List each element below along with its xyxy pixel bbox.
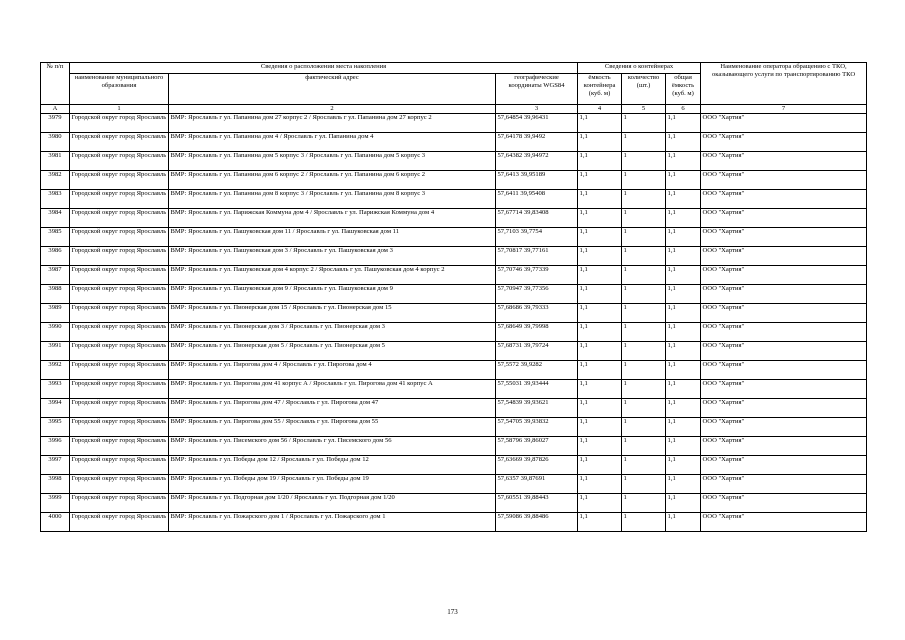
- column-number: 4: [578, 105, 622, 114]
- column-number: 2: [169, 105, 496, 114]
- quantity-cell: 1: [622, 418, 666, 437]
- table-row: [41, 152, 867, 171]
- header-operator: Наименование оператора обращению с ТКО, оказывающего услуги по транспортированию ТКО: [701, 63, 867, 105]
- coords-cell: 57,60551 39,88443: [496, 494, 578, 513]
- municipality-cell: Городской округ город Ярославль: [70, 266, 169, 285]
- registry-table: [40, 62, 867, 532]
- table-row: [41, 266, 867, 285]
- column-number: 1: [70, 105, 169, 114]
- row-number: 3994: [41, 399, 70, 418]
- coords-cell: 57,64382 39,94972: [496, 152, 578, 171]
- table-row: [41, 475, 867, 494]
- row-number: 3984: [41, 209, 70, 228]
- coords-cell: 57,59086 39,88486: [496, 513, 578, 532]
- operator-cell: ООО "Хартия": [701, 285, 867, 304]
- quantity-cell: 1: [622, 513, 666, 532]
- capacity-cell: 1,1: [578, 228, 622, 247]
- municipality-cell: Городской округ город Ярославль: [70, 494, 169, 513]
- address-cell: ВМР: Ярославль г ул. Пионерская дом 5 / Ярославль г ул. Пионерская дом 5: [169, 342, 496, 361]
- quantity-cell: 1: [622, 209, 666, 228]
- quantity-cell: 1: [622, 152, 666, 171]
- row-number: 3986: [41, 247, 70, 266]
- quantity-cell: 1: [622, 133, 666, 152]
- capacity-cell: 1,1: [578, 152, 622, 171]
- municipality-cell: Городской округ город Ярославль: [70, 114, 169, 133]
- address-cell: ВМР: Ярославль г ул. Парижская Коммуна дом 4 / Ярославль г ул. Парижская Коммуна дом 4: [169, 209, 496, 228]
- total-cell: 1,1: [666, 399, 701, 418]
- row-number: 3996: [41, 437, 70, 456]
- address-cell: ВМР: Ярославль г ул. Писемского дом 56 / Ярославль г ул. Писемского дом 56: [169, 437, 496, 456]
- quantity-cell: 1: [622, 361, 666, 380]
- capacity-cell: 1,1: [578, 285, 622, 304]
- row-number: 3992: [41, 361, 70, 380]
- quantity-cell: 1: [622, 494, 666, 513]
- coords-cell: 57,55031 39,93444: [496, 380, 578, 399]
- address-cell: ВМР: Ярославль г ул. Подгорная дом 1/20 / Ярославль г ул. Подгорная дом 1/20: [169, 494, 496, 513]
- table-row: [41, 513, 867, 532]
- quantity-cell: 1: [622, 247, 666, 266]
- table-row: [41, 418, 867, 437]
- operator-cell: ООО "Хартия": [701, 437, 867, 456]
- capacity-cell: 1,1: [578, 209, 622, 228]
- municipality-cell: Городской округ город Ярославль: [70, 285, 169, 304]
- table-row: [41, 342, 867, 361]
- coords-cell: 57,63669 39,87826: [496, 456, 578, 475]
- coords-cell: 57,7103 39,7754: [496, 228, 578, 247]
- capacity-cell: 1,1: [578, 418, 622, 437]
- coords-cell: 57,54705 39,93832: [496, 418, 578, 437]
- total-cell: 1,1: [666, 171, 701, 190]
- header-location-group: Сведения о расположении места накопления: [70, 63, 578, 74]
- capacity-cell: 1,1: [578, 304, 622, 323]
- municipality-cell: Городской округ город Ярославль: [70, 342, 169, 361]
- row-number: 3991: [41, 342, 70, 361]
- municipality-cell: Городской округ город Ярославль: [70, 361, 169, 380]
- table-row: [41, 209, 867, 228]
- capacity-cell: 1,1: [578, 437, 622, 456]
- operator-cell: ООО "Хартия": [701, 494, 867, 513]
- table-row: [41, 304, 867, 323]
- capacity-cell: 1,1: [578, 380, 622, 399]
- table-row: [41, 380, 867, 399]
- capacity-cell: 1,1: [578, 513, 622, 532]
- capacity-cell: 1,1: [578, 456, 622, 475]
- column-number-row: [41, 105, 867, 114]
- row-number: 3981: [41, 152, 70, 171]
- address-cell: ВМР: Ярославль г ул. Пашуковская дом 11 / Ярославль г ул. Пашуковская дом 11: [169, 228, 496, 247]
- header-num: № п/п: [41, 63, 70, 105]
- municipality-cell: Городской округ город Ярославль: [70, 418, 169, 437]
- column-number: 5: [622, 105, 666, 114]
- address-cell: ВМР: Ярославль г ул. Папанина дом 8 корпус 3 / Ярославль г ул. Папанина дом 8 корпус 3: [169, 190, 496, 209]
- total-cell: 1,1: [666, 456, 701, 475]
- table-row: [41, 247, 867, 266]
- operator-cell: ООО "Хартия": [701, 361, 867, 380]
- header-capacity: ёмкость контейнера (куб. м): [578, 74, 622, 105]
- total-cell: 1,1: [666, 152, 701, 171]
- capacity-cell: 1,1: [578, 361, 622, 380]
- operator-cell: ООО "Хартия": [701, 114, 867, 133]
- operator-cell: ООО "Хартия": [701, 513, 867, 532]
- header-municipality: наименование муниципального образования: [70, 74, 169, 105]
- capacity-cell: 1,1: [578, 399, 622, 418]
- address-cell: ВМР: Ярославль г ул. Победы дом 12 / Ярославль г ул. Победы дом 12: [169, 456, 496, 475]
- total-cell: 1,1: [666, 437, 701, 456]
- total-cell: 1,1: [666, 342, 701, 361]
- total-cell: 1,1: [666, 247, 701, 266]
- table-row: [41, 228, 867, 247]
- address-cell: ВМР: Ярославль г ул. Пирогова дом 41 корпус А / Ярославль г ул. Пирогова дом 41 корпус А: [169, 380, 496, 399]
- operator-cell: ООО "Хартия": [701, 190, 867, 209]
- row-number: 3987: [41, 266, 70, 285]
- total-cell: 1,1: [666, 133, 701, 152]
- total-cell: 1,1: [666, 361, 701, 380]
- row-number: 3985: [41, 228, 70, 247]
- total-cell: 1,1: [666, 209, 701, 228]
- coords-cell: 57,6413 39,95189: [496, 171, 578, 190]
- coords-cell: 57,68731 39,79724: [496, 342, 578, 361]
- capacity-cell: 1,1: [578, 494, 622, 513]
- total-cell: 1,1: [666, 418, 701, 437]
- quantity-cell: 1: [622, 228, 666, 247]
- capacity-cell: 1,1: [578, 114, 622, 133]
- total-cell: 1,1: [666, 513, 701, 532]
- total-cell: 1,1: [666, 285, 701, 304]
- row-number: 3979: [41, 114, 70, 133]
- address-cell: ВМР: Ярославль г ул. Папанина дом 4 / Ярославль г ул. Папанина дом 4: [169, 133, 496, 152]
- operator-cell: ООО "Хартия": [701, 380, 867, 399]
- municipality-cell: Городской округ город Ярославль: [70, 456, 169, 475]
- row-number: 3990: [41, 323, 70, 342]
- coords-cell: 57,68686 39,79333: [496, 304, 578, 323]
- operator-cell: ООО "Хартия": [701, 418, 867, 437]
- operator-cell: ООО "Хартия": [701, 342, 867, 361]
- coords-cell: 57,5572 39,9282: [496, 361, 578, 380]
- operator-cell: ООО "Хартия": [701, 228, 867, 247]
- municipality-cell: Городской округ город Ярославль: [70, 152, 169, 171]
- total-cell: 1,1: [666, 304, 701, 323]
- operator-cell: ООО "Хартия": [701, 171, 867, 190]
- quantity-cell: 1: [622, 342, 666, 361]
- address-cell: ВМР: Ярославль г ул. Пашуковская дом 9 / Ярославль г ул. Пашуковская дом 9: [169, 285, 496, 304]
- table-row: [41, 190, 867, 209]
- quantity-cell: 1: [622, 323, 666, 342]
- column-number: A: [41, 105, 70, 114]
- municipality-cell: Городской округ город Ярославль: [70, 399, 169, 418]
- municipality-cell: Городской округ город Ярославль: [70, 209, 169, 228]
- table-row: [41, 494, 867, 513]
- quantity-cell: 1: [622, 399, 666, 418]
- operator-cell: ООО "Хартия": [701, 323, 867, 342]
- table-row: [41, 171, 867, 190]
- address-cell: ВМР: Ярославль г ул. Папанина дом 27 корпус 2 / Ярославль г ул. Папанина дом 27 корпус 2: [169, 114, 496, 133]
- coords-cell: 57,67714 39,83408: [496, 209, 578, 228]
- table-row: [41, 285, 867, 304]
- operator-cell: ООО "Хартия": [701, 266, 867, 285]
- quantity-cell: 1: [622, 437, 666, 456]
- quantity-cell: 1: [622, 171, 666, 190]
- quantity-cell: 1: [622, 456, 666, 475]
- total-cell: 1,1: [666, 475, 701, 494]
- page-number: 173: [447, 608, 458, 616]
- coords-cell: 57,64854 39,96431: [496, 114, 578, 133]
- operator-cell: ООО "Хартия": [701, 456, 867, 475]
- coords-cell: 57,64178 39,9492: [496, 133, 578, 152]
- operator-cell: ООО "Хартия": [701, 247, 867, 266]
- quantity-cell: 1: [622, 114, 666, 133]
- row-number: 3983: [41, 190, 70, 209]
- row-number: 3980: [41, 133, 70, 152]
- column-number: 7: [701, 105, 867, 114]
- capacity-cell: 1,1: [578, 323, 622, 342]
- capacity-cell: 1,1: [578, 266, 622, 285]
- row-number: 3998: [41, 475, 70, 494]
- table-row: [41, 323, 867, 342]
- coords-cell: 57,54839 39,93621: [496, 399, 578, 418]
- table-row: [41, 399, 867, 418]
- coords-cell: 57,68649 39,79998: [496, 323, 578, 342]
- table-row: [41, 361, 867, 380]
- municipality-cell: Городской округ город Ярославль: [70, 437, 169, 456]
- coords-cell: 57,58796 39,86027: [496, 437, 578, 456]
- header-containers-group: Сведения о контейнерах: [578, 63, 701, 74]
- municipality-cell: Городской округ город Ярославль: [70, 475, 169, 494]
- header-total: общая ёмкость (куб. м): [666, 74, 701, 105]
- table-row: [41, 456, 867, 475]
- municipality-cell: Городской округ город Ярославль: [70, 228, 169, 247]
- total-cell: 1,1: [666, 190, 701, 209]
- capacity-cell: 1,1: [578, 342, 622, 361]
- quantity-cell: 1: [622, 380, 666, 399]
- quantity-cell: 1: [622, 190, 666, 209]
- coords-cell: 57,70817 39,77161: [496, 247, 578, 266]
- capacity-cell: 1,1: [578, 247, 622, 266]
- coords-cell: 57,6357 39,87691: [496, 475, 578, 494]
- capacity-cell: 1,1: [578, 190, 622, 209]
- row-number: 3982: [41, 171, 70, 190]
- municipality-cell: Городской округ город Ярославль: [70, 513, 169, 532]
- table-row: [41, 114, 867, 133]
- quantity-cell: 1: [622, 266, 666, 285]
- total-cell: 1,1: [666, 323, 701, 342]
- address-cell: ВМР: Ярославль г ул. Папанина дом 5 корпус 3 / Ярославль г ул. Папанина дом 5 корпус 3: [169, 152, 496, 171]
- total-cell: 1,1: [666, 266, 701, 285]
- address-cell: ВМР: Ярославль г ул. Победы дом 19 / Ярославль г ул. Победы дом 19: [169, 475, 496, 494]
- municipality-cell: Городской округ город Ярославль: [70, 380, 169, 399]
- address-cell: ВМР: Ярославль г ул. Пирогова дом 4 / Ярославль г ул. Пирогова дом 4: [169, 361, 496, 380]
- header-address: фактический адрес: [169, 74, 496, 105]
- header-coords: географические координаты WGS84: [496, 74, 578, 105]
- row-number: 3989: [41, 304, 70, 323]
- row-number: 3993: [41, 380, 70, 399]
- row-number: 4000: [41, 513, 70, 532]
- municipality-cell: Городской округ город Ярославль: [70, 304, 169, 323]
- table-row: [41, 133, 867, 152]
- quantity-cell: 1: [622, 304, 666, 323]
- municipality-cell: Городской округ город Ярославль: [70, 323, 169, 342]
- coords-cell: 57,70947 39,77356: [496, 285, 578, 304]
- coords-cell: 57,70746 39,77339: [496, 266, 578, 285]
- capacity-cell: 1,1: [578, 475, 622, 494]
- municipality-cell: Городской округ город Ярославль: [70, 171, 169, 190]
- table-body: [41, 114, 867, 532]
- municipality-cell: Городской округ город Ярославль: [70, 190, 169, 209]
- row-number: 3999: [41, 494, 70, 513]
- operator-cell: ООО "Хартия": [701, 475, 867, 494]
- column-number: 6: [666, 105, 701, 114]
- row-number: 3997: [41, 456, 70, 475]
- coords-cell: 57,6411 39,95408: [496, 190, 578, 209]
- address-cell: ВМР: Ярославль г ул. Пирогова дом 55 / Ярославль г ул. Пирогова дом 55: [169, 418, 496, 437]
- operator-cell: ООО "Хартия": [701, 304, 867, 323]
- row-number: 3988: [41, 285, 70, 304]
- header-quantity: количество (шт.): [622, 74, 666, 105]
- total-cell: 1,1: [666, 228, 701, 247]
- column-number: 3: [496, 105, 578, 114]
- capacity-cell: 1,1: [578, 133, 622, 152]
- table-header: [41, 63, 867, 114]
- table-row: [41, 437, 867, 456]
- row-number: 3995: [41, 418, 70, 437]
- municipality-cell: Городской округ город Ярославль: [70, 247, 169, 266]
- address-cell: ВМР: Ярославль г ул. Пашуковская дом 3 / Ярославль г ул. Пашуковская дом 3: [169, 247, 496, 266]
- address-cell: ВМР: Ярославль г ул. Пионерская дом 3 / Ярославль г ул. Пионерская дом 3: [169, 323, 496, 342]
- operator-cell: ООО "Хартия": [701, 209, 867, 228]
- total-cell: 1,1: [666, 114, 701, 133]
- address-cell: ВМР: Ярославль г ул. Папанина дом 6 корпус 2 / Ярославль г ул. Папанина дом 6 корпус 2: [169, 171, 496, 190]
- total-cell: 1,1: [666, 494, 701, 513]
- address-cell: ВМР: Ярославль г ул. Пирогова дом 47 / Ярославль г ул. Пирогова дом 47: [169, 399, 496, 418]
- address-cell: ВМР: Ярославль г ул. Пашуковская дом 4 корпус 2 / Ярославль г ул. Пашуковская дом 4 корпус 2: [169, 266, 496, 285]
- operator-cell: ООО "Хартия": [701, 399, 867, 418]
- quantity-cell: 1: [622, 285, 666, 304]
- address-cell: ВМР: Ярославль г ул. Пожарского дом 1 / Ярославль г ул. Пожарского дом 1: [169, 513, 496, 532]
- quantity-cell: 1: [622, 475, 666, 494]
- operator-cell: ООО "Хартия": [701, 133, 867, 152]
- address-cell: ВМР: Ярославль г ул. Пионерская дом 15 / Ярославль г ул. Пионерская дом 15: [169, 304, 496, 323]
- capacity-cell: 1,1: [578, 171, 622, 190]
- municipality-cell: Городской округ город Ярославль: [70, 133, 169, 152]
- operator-cell: ООО "Хартия": [701, 152, 867, 171]
- total-cell: 1,1: [666, 380, 701, 399]
